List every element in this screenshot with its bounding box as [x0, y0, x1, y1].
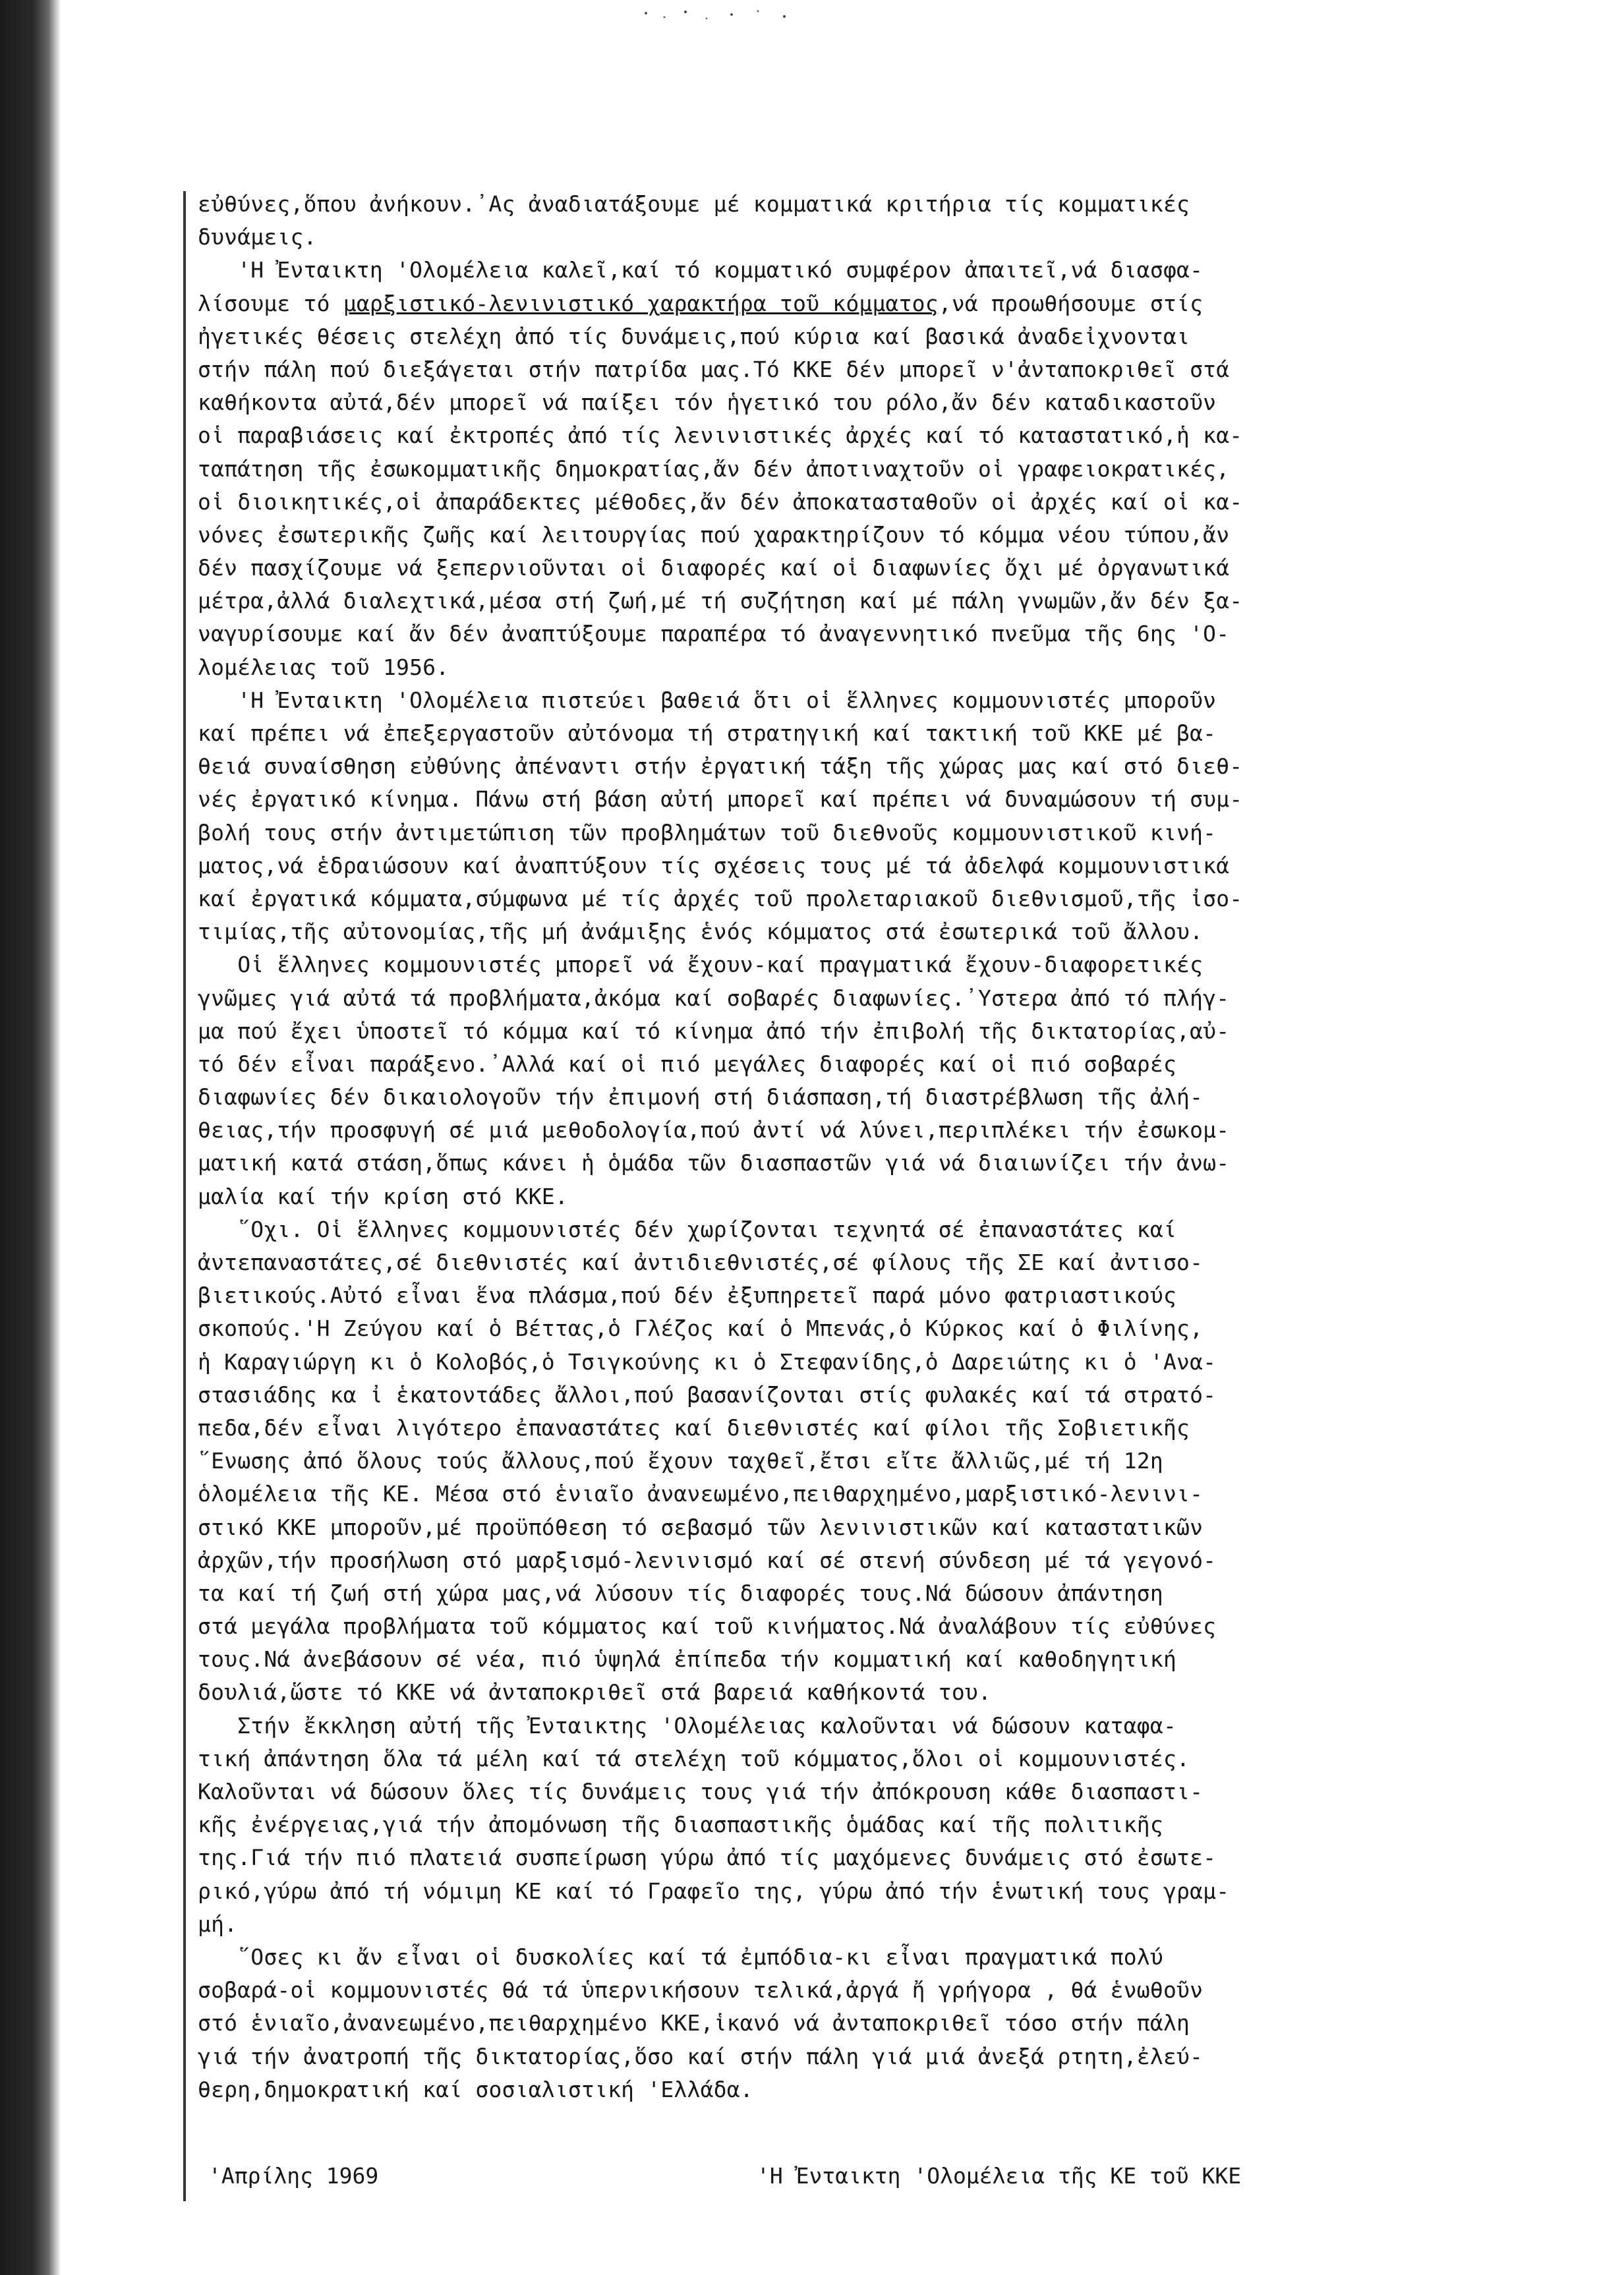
text-line: ἠγετικές θέσεις στελέχη ἀπό τίς δυνάμεις,πού κύρια καί βασικά ἀναδεἰχνονται	[198, 323, 1190, 349]
text-line: στασιάδης κα ἰ ἑκατοντάδες ἄλλοι,πού βασανίζονται στίς φυλακές καί τά στρατό-	[198, 1381, 1217, 1408]
text-line: 'Η Ἐνταικτη 'Ολομέλεια πιστεύει βαθειά ὅτι οἱ ἕλληνες κομμουνιστές μποροῦν	[198, 687, 1217, 713]
text-line: στήν πάλη πού διεξάγεται στήν πατρίδα μας.Τό ΚΚΕ δέν μπορεῖ ν'ἀνταποκριθεῖ στά	[198, 356, 1230, 382]
document-date: 'Απρίλης 1969	[208, 2163, 379, 2189]
text-line: ταπάτηση τῆς ἐσωκομματικῆς δημοκρατίας,ἄν δέν ἀποτιναχτοῦν οἱ γραφειοκρατικές,	[198, 455, 1230, 482]
text-line: οἱ παραβιάσεις καί ἐκτροπές ἀπό τίς λενινιστικές ἀρχές καί τό καταστατικό,ἡ κα-	[198, 422, 1243, 449]
text-line: νόνες ἐσωτερικῆς ζωῆς καί λειτουργίας πού χαρακτηρίζουν τό κόμμα νέου τύπου,ἄν	[198, 521, 1230, 548]
text-line: δουλιά,ὥστε τό ΚΚΕ νά ἀνταποκριθεῖ στά βαρειά καθήκοντά του.	[198, 1679, 992, 1706]
text-line: Στήν ἔκκληση αὐτή τῆς Ἐνταικτης 'Ολομέλειας καλοῦνται νά δώσουν καταφα-	[198, 1712, 1177, 1739]
text-line: οἱ διοικητικές,οἱ ἀπαράδεκτες μέθοδες,ἄν δέν ἀποκατασταθοῦν οἱ ἀρχές καί οἱ κα-	[198, 488, 1243, 515]
text-line: δυνάμεις.	[198, 224, 317, 250]
text-line: σκοπούς.'Η Ζεύγου καί ὁ Βέττας,ὁ Γλέζος καί ὁ Μπενάς,ὁ Κύρκος καί ὁ Φιλίνης,	[198, 1315, 1204, 1342]
text-line: θερη,δημοκρατική καί σοσιαλιστική 'Ελλάδα.	[198, 2076, 753, 2102]
text-line: διαφωνίες δέν δικαιολογοῦν τήν ἐπιμονή στή διάσπαση,τή διαστρέβλωση τῆς ἀλή-	[198, 1084, 1204, 1110]
text-line: τική ἀπάντηση ὅλα τά μέλη καί τά στελέχη τοῦ κόμματος,ὅλοι οἱ κομμουνιστές.	[198, 1745, 1190, 1771]
text-line: στό ἑνιαῖο,ἀνανεωμένο,πειθαρχημένο ΚΚΕ,ἱκανό νά ἀνταποκριθεῖ τόσο στήν πάλη	[198, 2010, 1190, 2036]
document-body	[198, 188, 1555, 2106]
text-line: ματική κατά στάση,ὅπως κάνει ἡ ὁμάδα τῶν διασπαστῶν γιά νά διαιωνίζει τήν ἀνω-	[198, 1150, 1230, 1176]
text-line: τιμίας,τῆς αὐτονομίας,τῆς μή ἀνάμιξης ἑνός κόμματος στά ἐσωτερικά τοῦ ἄλλου.	[198, 919, 1204, 945]
text-line: ἀρχῶν,τήν προσήλωση στό μαρξισμό-λενινισμό καί σέ στενή σύνδεση μέ τά γεγονό-	[198, 1547, 1217, 1573]
text-line: ῞Οχι. Οἱ ἕλληνες κομμουνιστές δέν χωρίζονται τεχνητά σέ ἐπαναστάτες καί	[198, 1216, 1177, 1242]
text-line: ὁλομέλεια τῆς ΚΕ. Μέσα στό ἑνιαῖο ἀνανεωμένο,πειθαρχημένο,μαρξιστικό-λενινι-	[198, 1481, 1204, 1507]
text-line: στικό ΚΚΕ μποροῦν,μέ προϋπόθεση τό σεβασμό τῶν λενινιστικῶν καί καταστατικῶν	[198, 1514, 1204, 1540]
text-line: θειά συναίσθηση εὐθύνης ἀπέναντι στήν ἐργατική τάξη τῆς χώρας μας καί στό διεθ-	[198, 753, 1243, 780]
text-line: ἀντεπαναστάτες,σέ διεθνιστές καί ἀντιδιεθνιστές,σέ φίλους τῆς ΣΕ καί ἀντισο-	[198, 1250, 1204, 1275]
text-line: θειας,τήν προσφυγή σέ μιά μεθοδολογία,πού ἀντί νά λύνει,περιπλέκει τήν ἐσωκομ-	[198, 1117, 1230, 1143]
text-line: λομέλειας τοῦ 1956.	[198, 654, 450, 680]
scan-dark-edge	[0, 0, 61, 2275]
text-line: ναγυρίσουμε καί ἄν δέν ἀναπτύξουμε παραπέρα τό ἀναγεννητικό πνεῦμα τῆς 6ης 'Ο-	[198, 621, 1230, 647]
text-line: γνῶμες γιά αὐτά τά προβλήματα,ἀκόμα καί σοβαρές διαφωνίες.᾽Υστερα ἀπό τό πλήγ-	[198, 985, 1230, 1011]
text-line: βιετικούς.Αὐτό εἶναι ἕνα πλάσμα,πού δέν ἐξυπηρετεῖ παρά μόνο φατριαστικούς	[198, 1282, 1177, 1309]
text-line: ρικό,γύρω ἀπό τή νόμιμη ΚΕ καί τό Γραφεῖο της, γύρω ἀπό τήν ἑνωτική τους γραμ-	[198, 1878, 1230, 1904]
text-line: καθήκοντα αὐτά,δέν μπορεῖ νά παίξει τόν ἡγετικό του ρόλο,ἄν δέν καταδικαστοῦν	[198, 389, 1217, 416]
text-line: ῞Οσες κι ἄν εἶναι οἱ δυσκολίες καί τά ἐμπόδια-κι εἶναι πραγματικά πολύ	[198, 1944, 1163, 1970]
text-line: μή.	[198, 1911, 238, 1937]
document-author: 'Η Ἐνταικτη 'Ολομέλεια τῆς ΚΕ τοῦ ΚΚΕ	[757, 2163, 1242, 2189]
scan-specks	[633, 5, 804, 25]
text-line: ῞Ενωσης ἀπό ὅλους τούς ἄλλους,πού ἔχουν ταχθεῖ,ἔτσι εἴτε ἄλλιῶς,μέ τή 12η	[198, 1448, 1163, 1474]
text-line: γιά τήν ἀνατροπή τῆς δικτατορίας,ὅσο καί στήν πάλη γιά μιά ἀνεξά ρτητη,ἐλεύ-	[198, 2043, 1204, 2069]
text-line: τους.Νά ἀνεβάσουν σέ νέα, πιό ὑψηλά ἐπίπεδα τήν κομματική καί καθοδηγητική	[198, 1646, 1177, 1673]
text-line: βολή τους στήν ἀντιμετώπιση τῶν προβλημάτων τοῦ διεθνοῦς κομμουνιστικοῦ κινή-	[198, 819, 1217, 846]
text-line: μα πού ἔχει ὑποστεῖ τό κόμμα καί τό κίνημα ἀπό τήν ἐπιβολή τῆς δικτατορίας,αὐ-	[198, 1018, 1230, 1044]
text-line: καί ἐργατικά κόμματα,σύμφωνα μέ τίς ἀρχές τοῦ προλεταριακοῦ διεθνισμοῦ,τῆς ἰσο-	[198, 885, 1243, 911]
text-line: ἡ Καραγιώργη κι ὁ Κολοβός,ὁ Τσιγκούνης κι ὁ Στεφανίδης,ὁ Δαρειώτης κι ὁ 'Ανα-	[198, 1348, 1217, 1375]
underlined-phrase: μαρξιστικό-λενινιστικό χαρακτήρα τοῦ κόμματος	[343, 290, 939, 316]
text-line: τα καί τή ζωή στή χώρα μας,νά λύσουν τίς διαφορές τους.Νά δώσουν ἀπάντηση	[198, 1580, 1163, 1606]
text-line: τό δέν εἶναι παράξενο.᾽Αλλά καί οἱ πιό μεγάλες διαφορές καί οἱ πιό σοβαρές	[198, 1051, 1177, 1077]
text-line: λίσουμε τό μαρξιστικό-λενινιστικό χαρακτήρα τοῦ κόμματος,νά προωθήσουμε στίς	[198, 290, 1204, 316]
text-line: πεδα,δέν εἶναι λιγότερο ἐπαναστάτες καί διεθνιστές καί φίλοι τῆς Σοβιετικῆς	[198, 1414, 1190, 1441]
text-line: μαλία καί τήν κρίση στό ΚΚΕ.	[198, 1183, 568, 1209]
text-line: Καλοῦνται νά δώσουν ὅλες τίς δυνάμεις τους γιά τήν ἀπόκρουση κάθε διασπαστι-	[198, 1779, 1204, 1804]
text-line: 'Η Ἐνταικτη 'Ολομέλεια καλεῖ,καί τό κομματικό συμφέρον ἀπαιτεῖ,νά διασφα-	[198, 257, 1204, 283]
margin-rule	[183, 191, 186, 2201]
text-line: καί πρέπει νά ἐπεξεργαστοῦν αὐτόνομα τή στρατηγική καί τακτική τοῦ ΚΚΕ μέ βα-	[198, 720, 1217, 746]
text-line: ματος,νά ἑδραιώσουν καί ἀναπτύξουν τίς σχέσεις τους μέ τά ἀδελφά κομμουνιστικά	[198, 852, 1230, 878]
text-line: εὐθύνες,ὅπου ἀνήκουν.᾽Ας ἀναδιατάξουμε μέ κομματικά κριτήρια τίς κομματικές	[198, 191, 1190, 217]
text-line: δέν πασχίζουμε νά ξεπερνιοῦνται οἱ διαφορές καί οἱ διαφωνίες ὄχι μέ ὀργανωτικά	[198, 555, 1230, 581]
text-line: μέτρα,ἀλλά διαλεχτικά,μέσα στή ζωή,μέ τή συζήτηση καί μέ πάλη γνωμῶν,ἄν δέν ξα-	[198, 588, 1243, 614]
text-line: Οἱ ἕλληνες κομμουνιστές μπορεῖ νά ἔχουν-καί πραγματικά ἔχουν-διαφορετικές	[198, 952, 1204, 978]
text-line: κῆς ἐνέργειας,γιά τήν ἀπομόνωση τῆς διασπαστικῆς ὁμάδας καί τῆς πολιτικῆς	[198, 1812, 1163, 1838]
text-line: σοβαρά-οἱ κομμουνιστές θά τά ὑπερνικήσουν τελικά,ἀργά ἤ γρήγορα , θά ἑνωθοῦν	[198, 1977, 1204, 2003]
text-line: της.Γιά τήν πιό πλατειά συσπείρωση γύρω ἀπό τίς μαχόμενες δυνάμεις στό ἐσωτε-	[198, 1845, 1217, 1871]
text-line: νές ἐργατικό κίνημα. Πάνω στή βάση αὐτή μπορεῖ καί πρέπει νά δυναμώσουν τή συμ-	[198, 786, 1243, 813]
text-line: στά μεγάλα προβλήματα τοῦ κόμματος καί τοῦ κινήματος.Νά ἀναλάβουν τίς εὐθύνες	[198, 1613, 1217, 1640]
